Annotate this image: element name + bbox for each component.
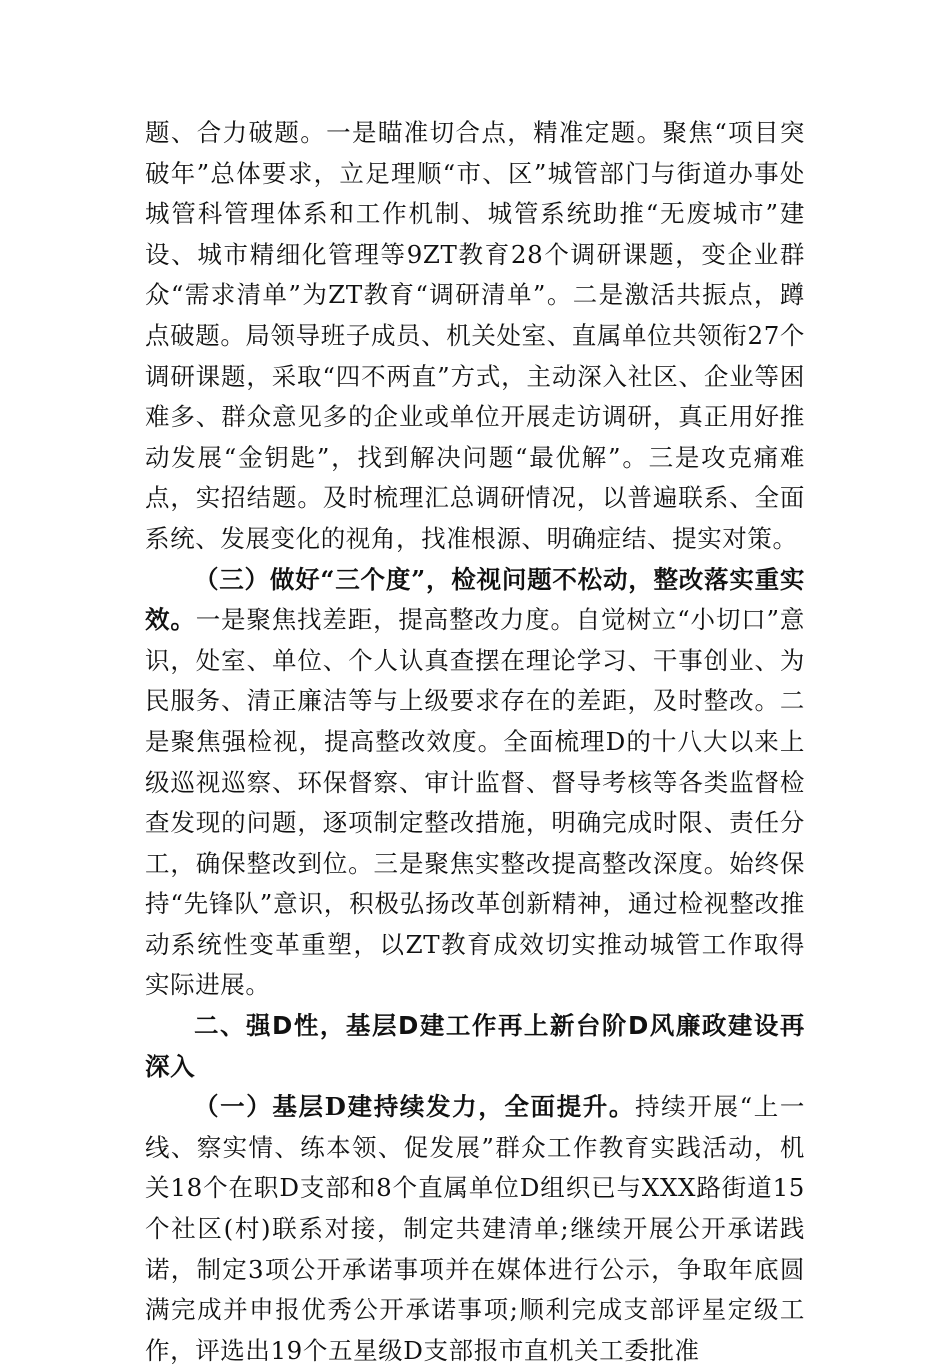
paragraph-investigation-topics: 题、合力破题。一是瞄准切合点，精准定题。聚焦“项目突破年”总体要求，立足理顺“市、区”城管部门与街道办事处城管科管理体系和工作机制、城管系统助推“无废城市”建设、城市精细化管理等9ZT教育28个调研课题，变企业群众“需求清单”为ZT教育“调研清单”。二是激活共振点，蹲点破题。局领导班子成员、机关处室、直属单位共领衔27个调研课题，采取“四不两直”方式，主动深入社区、企业等困难多、群众意见多的企业或单位开展走访调研，真正用好推动发展“金钥匙”，找到解决问题“最优解”。三是攻克痛难点，实招结题。及时梳理汇总调研情况，以普遍联系、全面系统、发展变化的视角，找准根源、明确症结、提实对策。 <box>145 118 805 553</box>
paragraph-grassroots <box>145 1087 805 1371</box>
subsection-heading-three: （三）做好“三个度”，检视问题不松动，整改落实重实效。 <box>145 564 805 635</box>
paragraph-grassroots-body: 持续开展“上一线、察实情、练本领、促发展”群众工作教育实践活动，机关18个在职D支部和8个直属单位D组织已与XXX路街道15个社区(村)联系对接，制定共建清单;继续开展公开承诺践诺，制定3项公开承诺事项并在媒体进行公示，争取年底圆满完成并申报优秀公开承诺事项;顺利完成支部评星定级工作，评选出19个五星级D支部报市直机关工委批准 <box>145 1092 805 1365</box>
document-body <box>145 113 805 1371</box>
subsection-heading-one: （一）基层D建持续发力，全面提升。 <box>194 1092 636 1122</box>
paragraph-rectification-body: 一是聚焦找差距，提高整改力度。自觉树立“小切口”意识，处室、单位、个人认真查摆在理论学习、干事创业、为民服务、清正廉洁等与上级要求存在的差距，及时整改。二是聚焦强检视，提高整改效度。全面梳理D的十八大以来上级巡视巡察、环保督察、审计监督、督导考核等各类监督检查发现的问题，逐项制定整改措施，明确完成时限、责任分工，确保整改到位。三是聚焦实整改提高整改深度。始终保持“先锋队”意识，积极弘扬改革创新精神，通过检视整改推动系统性变革重塑，以ZT教育成效切实推动城管工作取得实际进展。 <box>145 605 805 1000</box>
section-heading-two: 二、强D性，基层D建工作再上新台阶D风廉政建设再深入 <box>145 1011 805 1081</box>
paragraph-rectification <box>145 560 805 1007</box>
